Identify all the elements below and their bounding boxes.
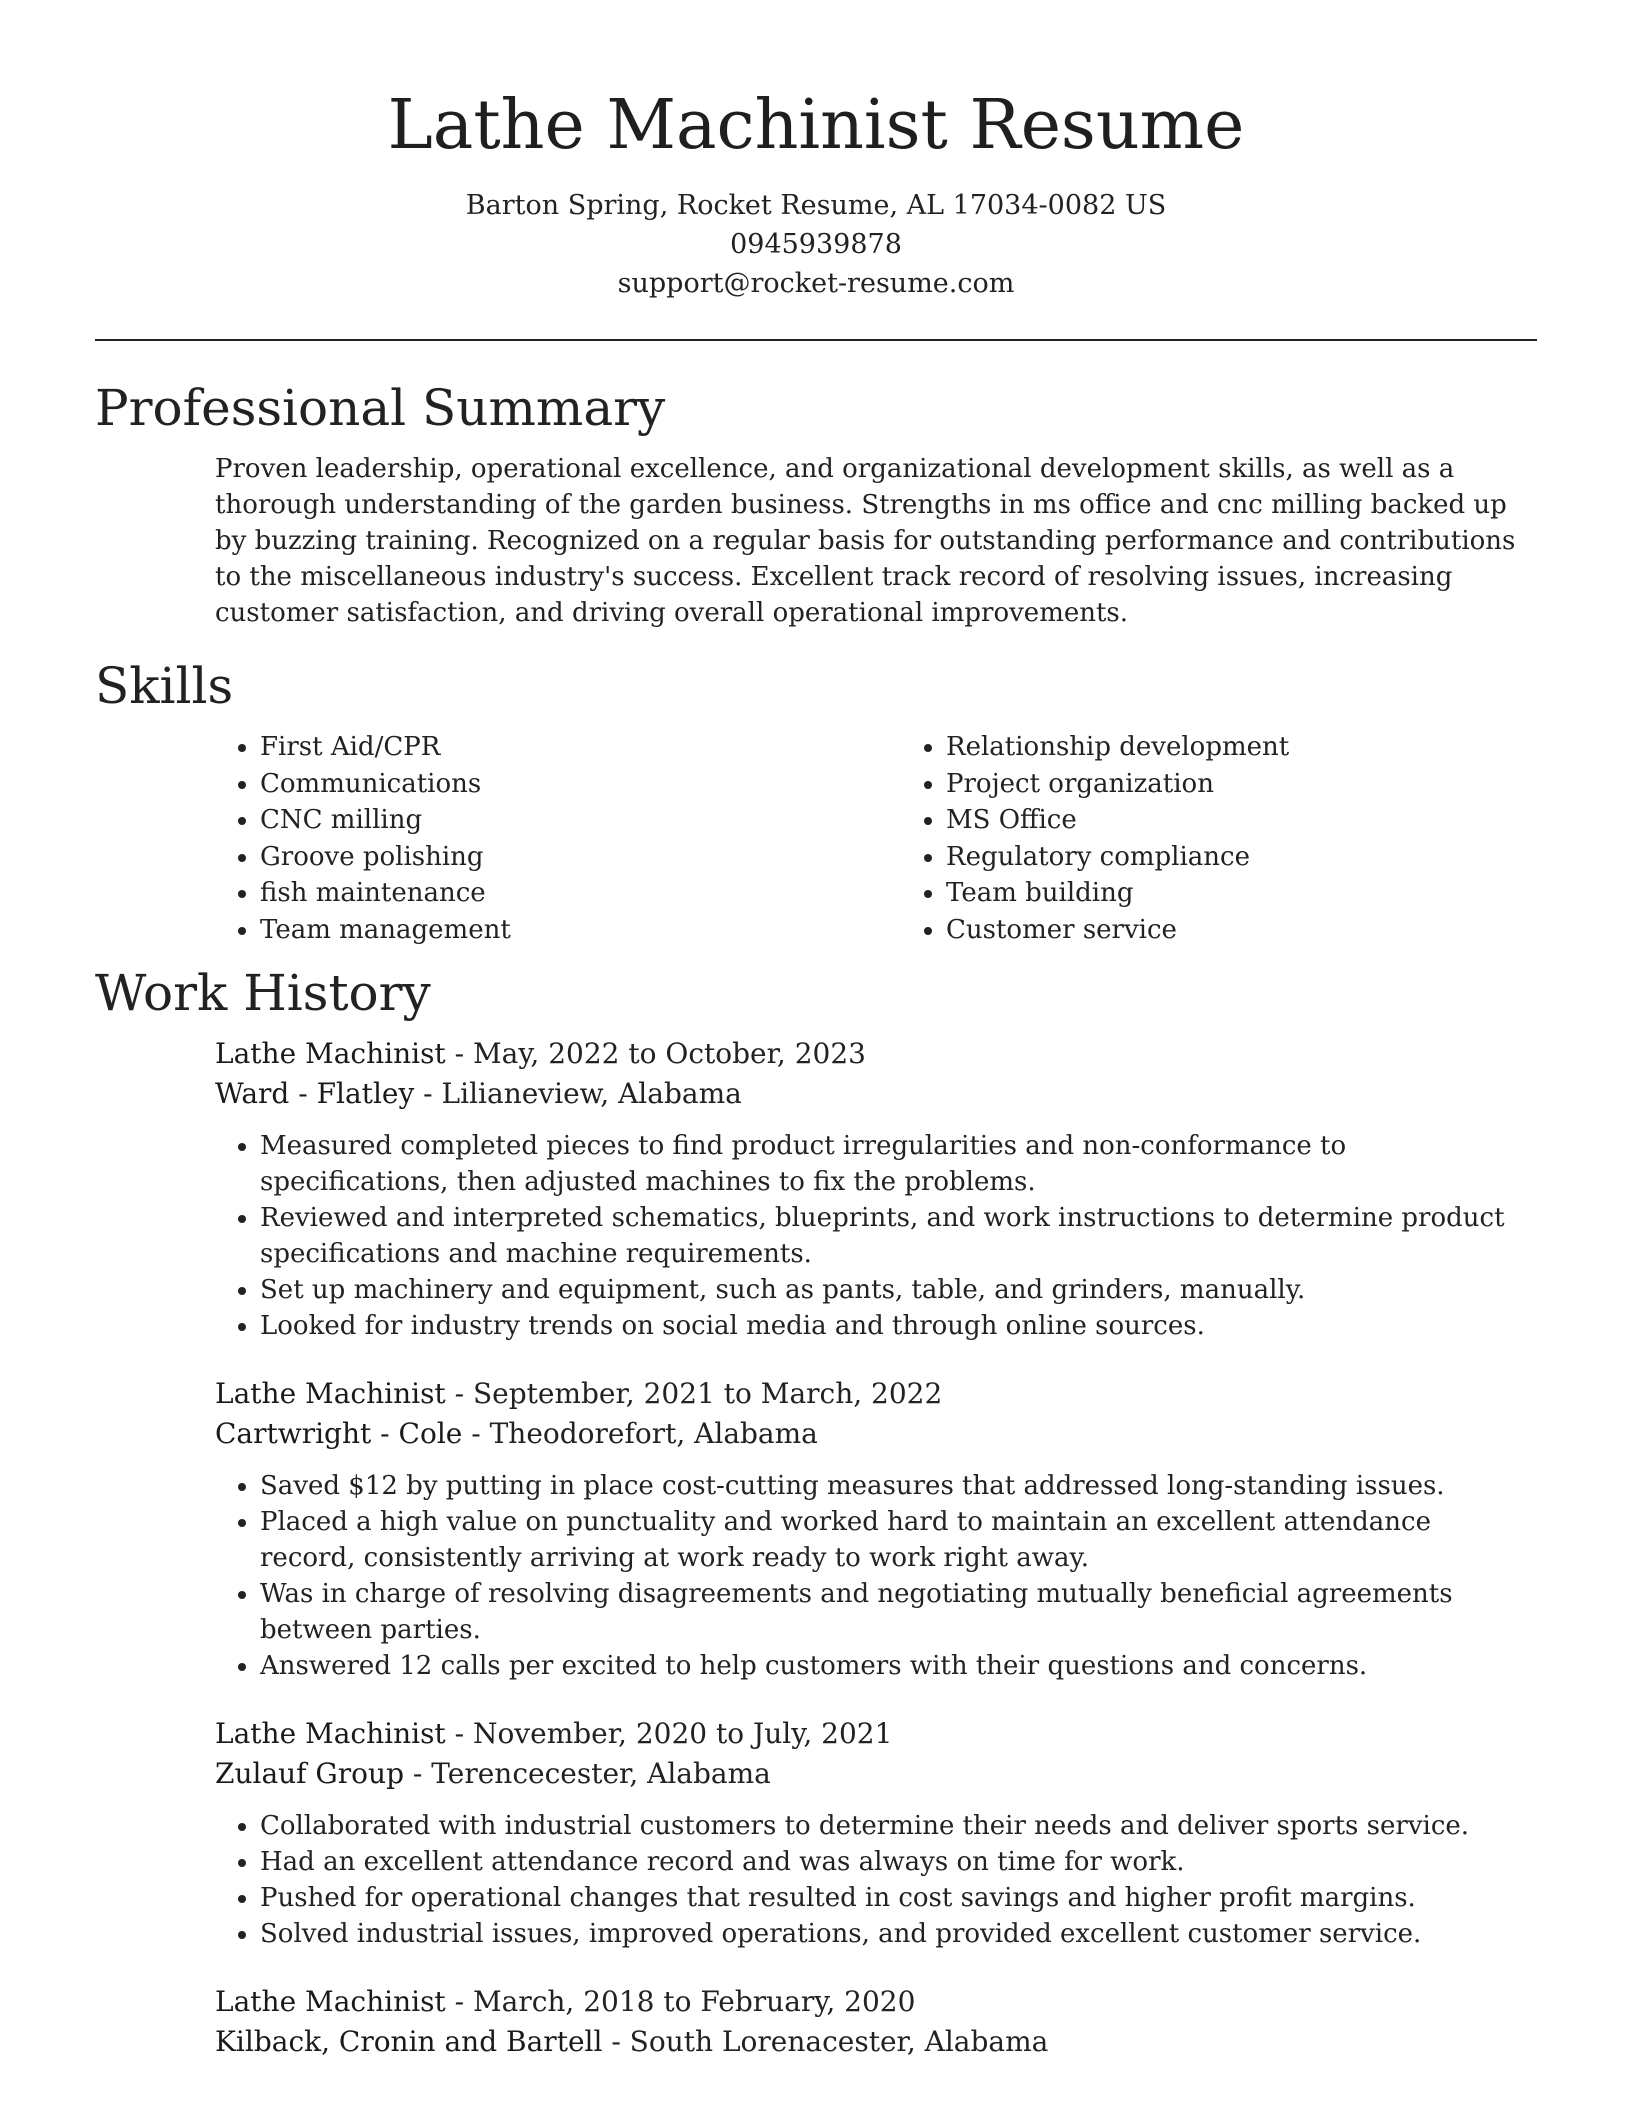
skill-item: • Groove polishing xyxy=(260,839,851,876)
job-entry xyxy=(215,1714,1537,1952)
job-title-line xyxy=(215,1714,1537,1754)
skill-item: • First Aid/CPR xyxy=(260,729,851,766)
job-company: Ward - Flatley xyxy=(215,1077,415,1110)
job-dates: - September, 2021 to March, 2022 xyxy=(445,1377,943,1410)
job-bullet: • Reviewed and interpreted schematics, blueprints, and work instructions to determine product specifications and machine requirements. xyxy=(260,1200,1525,1272)
work-history-heading: Work History xyxy=(95,964,431,1022)
skill-item: • Team building xyxy=(946,875,1537,912)
job-company-line xyxy=(215,1414,1537,1454)
job-bullets xyxy=(215,1468,1525,1684)
skill-item: • Regulatory compliance xyxy=(946,839,1537,876)
job-dates: - May, 2022 to October, 2023 xyxy=(445,1037,866,1070)
skill-item: • Project organization xyxy=(946,766,1537,803)
job-company-line xyxy=(215,1074,1537,1114)
job-title-line xyxy=(215,1374,1537,1414)
job-bullet: • Answered 12 calls per excited to help customers with their questions and concerns. xyxy=(260,1648,1525,1684)
header-divider xyxy=(95,339,1537,341)
job-bullet: • Measured completed pieces to find product irregularities and non-conformance to specifications, then adjusted machines to fix the problems. xyxy=(260,1128,1525,1200)
phone: 0945939878 xyxy=(730,229,902,260)
job-bullet: • Collaborated with industrial customers to determine their needs and deliver sports service. xyxy=(260,1808,1525,1844)
job-bullets xyxy=(215,1808,1525,1952)
job-title: Lathe Machinist xyxy=(215,1717,446,1750)
job-bullet: • Had an excellent attendance record and was always on time for work. xyxy=(260,1844,1525,1880)
resume-title: Lathe Machinist Resume xyxy=(387,86,1245,165)
job-company-line xyxy=(215,1754,1537,1794)
job-title-line xyxy=(215,1034,1537,1074)
job-entry xyxy=(215,1374,1537,1684)
skill-item: • Relationship development xyxy=(946,729,1537,766)
job-dates: - March, 2018 to February, 2020 xyxy=(445,1985,916,2018)
job-bullet: • Was in charge of resolving disagreements and negotiating mutually beneficial agreements between parties. xyxy=(260,1576,1525,1648)
job-title: Lathe Machinist xyxy=(215,1985,446,2018)
job-company: Kilback, Cronin and Bartell xyxy=(215,2025,603,2058)
summary-text: Proven leadership, operational excellence, and organizational development skills, as well as a thorough understanding of the garden business. Strengths in ms office and cnc milling backed up by buzzing training. Recognized on a regular basis for outstanding performance and contributions to the miscellaneous industry's success. Excellent track record of resolving issues, increasing customer satisfaction, and driving overall operational improvements. xyxy=(215,454,1516,628)
job-location: - Lilianeview, Alabama xyxy=(414,1077,742,1110)
job-company: Zulauf Group xyxy=(215,1757,404,1790)
skill-item: • CNC milling xyxy=(260,802,851,839)
job-location: - Theodorefort, Alabama xyxy=(462,1417,818,1450)
job-bullets xyxy=(215,1128,1525,1344)
resume-page xyxy=(95,0,1537,2062)
resume-header xyxy=(95,0,1537,303)
skills-list xyxy=(215,729,1537,948)
skill-item: • fish maintenance xyxy=(260,875,851,912)
job-location: - South Lorenacester, Alabama xyxy=(602,2025,1049,2058)
job-bullet: • Solved industrial issues, improved operations, and provided excellent customer service. xyxy=(260,1916,1525,1952)
skills-column-right xyxy=(901,729,1537,948)
job-entry xyxy=(215,1982,1537,2062)
job-company: Cartwright - Cole xyxy=(215,1417,463,1450)
skill-item: • MS Office xyxy=(946,802,1537,839)
job-entry xyxy=(215,1034,1537,1344)
job-title: Lathe Machinist xyxy=(215,1037,446,1070)
summary-heading: Professional Summary xyxy=(95,379,666,437)
job-bullet: • Pushed for operational changes that resulted in cost savings and higher profit margins. xyxy=(260,1880,1525,1916)
skill-item: • Customer service xyxy=(946,912,1537,949)
skill-item: • Team management xyxy=(260,912,851,949)
job-bullet: • Set up machinery and equipment, such as pants, table, and grinders, manually. xyxy=(260,1272,1525,1308)
skills-column-left xyxy=(215,729,851,948)
job-dates: - November, 2020 to July, 2021 xyxy=(445,1717,893,1750)
job-location: - Terencecester, Alabama xyxy=(404,1757,771,1790)
job-company-line xyxy=(215,2022,1537,2062)
email: support@rocket-resume.com xyxy=(617,268,1015,299)
job-bullet: • Looked for industry trends on social media and through online sources. xyxy=(260,1308,1525,1344)
job-bullet: • Placed a high value on punctuality and worked hard to maintain an excellent attendance record, consistently arriving at work ready to work right away. xyxy=(260,1504,1525,1576)
skill-item: • Communications xyxy=(260,766,851,803)
job-title: Lathe Machinist xyxy=(215,1377,446,1410)
address: Barton Spring, Rocket Resume, AL 17034-0082 US xyxy=(465,190,1167,221)
skills-heading: Skills xyxy=(95,657,234,715)
job-bullet: • Saved $12 by putting in place cost-cutting measures that addressed long-standing issues. xyxy=(260,1468,1525,1504)
contact-block xyxy=(95,186,1537,303)
job-title-line xyxy=(215,1982,1537,2022)
